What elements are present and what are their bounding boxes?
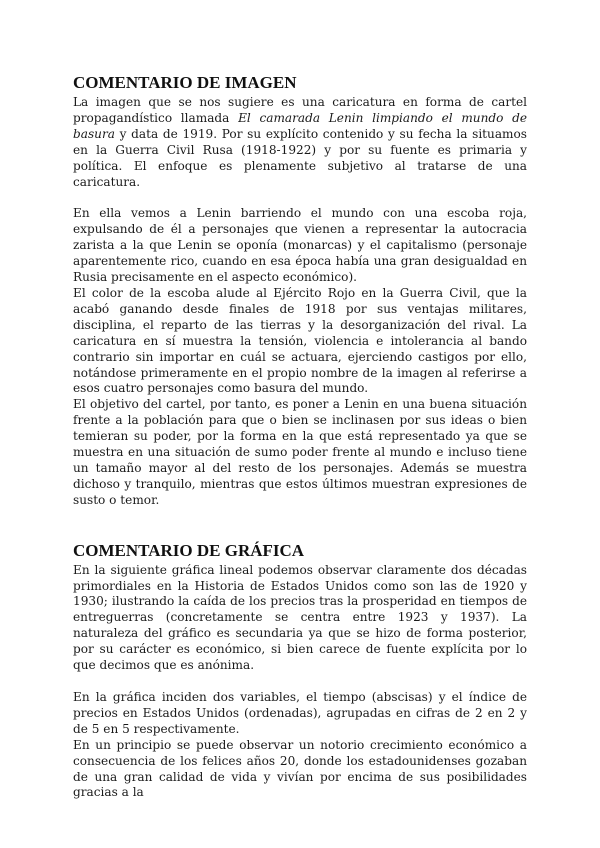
paragraph-gap (73, 674, 527, 690)
section-gap (73, 509, 527, 540)
paragraph-image-description: En ella vemos a Lenin barriendo el mundo con una escoba roja, expulsando de él a personajes que vienen a representar la autocracia zarista a la que Lenin se oponía (monarcas) y el capitalismo (personaje aparentemente rico, cuando en esa época había una gran desigualdad en Rusia precisamente en el aspecto económico). (73, 206, 527, 285)
poster-title: El camarada Lenin limpiando el mundo de basura (73, 110, 527, 141)
paragraph-image-objective: El objetivo del cartel, por tanto, es poner a Lenin en una buena situación frente a la población para que o bien se inclinasen por sus ideas o bien temieran su poder, por la forma en la que está representado ya que se muestra en una situación de sumo poder frente al mundo e incluso tiene un tamaño mayor al del resto de los personajes. Además se muestra dichoso y tranquilo, mientras que estos últimos muestran expresiones de susto o temor. (73, 397, 527, 507)
section-heading-chart: COMENTARIO DE GRÁFICA (73, 540, 305, 560)
paragraph-text: y data de 1919. Por su explícito contenido y su fecha la situamos en la Guerra Civil Rusa (1918-1922) y por su fuente es primaria y política. El enfoque es plenamente subjetivo al tratarse de una caricatura. (73, 126, 527, 189)
paragraph-chart-intro: En la siguiente gráfica lineal podemos observar claramente dos décadas primordiales en la Historia de Estados Unidos como son las de 1920 y 1930; ilustrando la caída de los precios tras la prosperidad en tiempos de entreguerras (concretamente se centra entre 1923 y 1937). La naturaleza del gráfico es secundaria ya que se hizo de forma posterior, por su carácter es económico, si bien carece de fuente explícita por lo que decimos que es anónima. (73, 562, 527, 673)
paragraph-image-analysis: El color de la escoba alude al Ejército Rojo en la Guerra Civil, que la acabó ganando desde finales de 1918 por sus ventajas militares, disciplina, el reparto de las tierras y la desorganización del rival. La caricatura en sí muestra la tensión, violencia e intolerancia al bando contrario sin importar en cuál se actuara, ejerciendo castigos por ello, notándose primeramente en el propio nombre de la imagen al referirse a esos cuatro personajes como basura del mundo. (73, 285, 527, 396)
paragraph-image-intro (73, 95, 527, 190)
paragraph-chart-variables: En la gráfica inciden dos variables, el tiempo (abscisas) y el índice de precios en Estados Unidos (ordenadas), agrupadas en cifras de 2 en 2 y de 5 en 5 respectivamente. (73, 690, 527, 736)
paragraph-chart-analysis: En un principio se puede observar un notorio crecimiento económico a consecuencia de los felices años 20, donde los estadounidenses gozaban de una gran calidad de vida y vivían por encima de sus posibilidades gracias a la (73, 737, 527, 800)
paragraph-gap (73, 190, 527, 206)
section-heading-image: COMENTARIO DE IMAGEN (73, 73, 297, 92)
paragraph-text: La imagen que se nos sugiere es una caricatura en forma de cartel propagandístico llamada (73, 95, 527, 125)
